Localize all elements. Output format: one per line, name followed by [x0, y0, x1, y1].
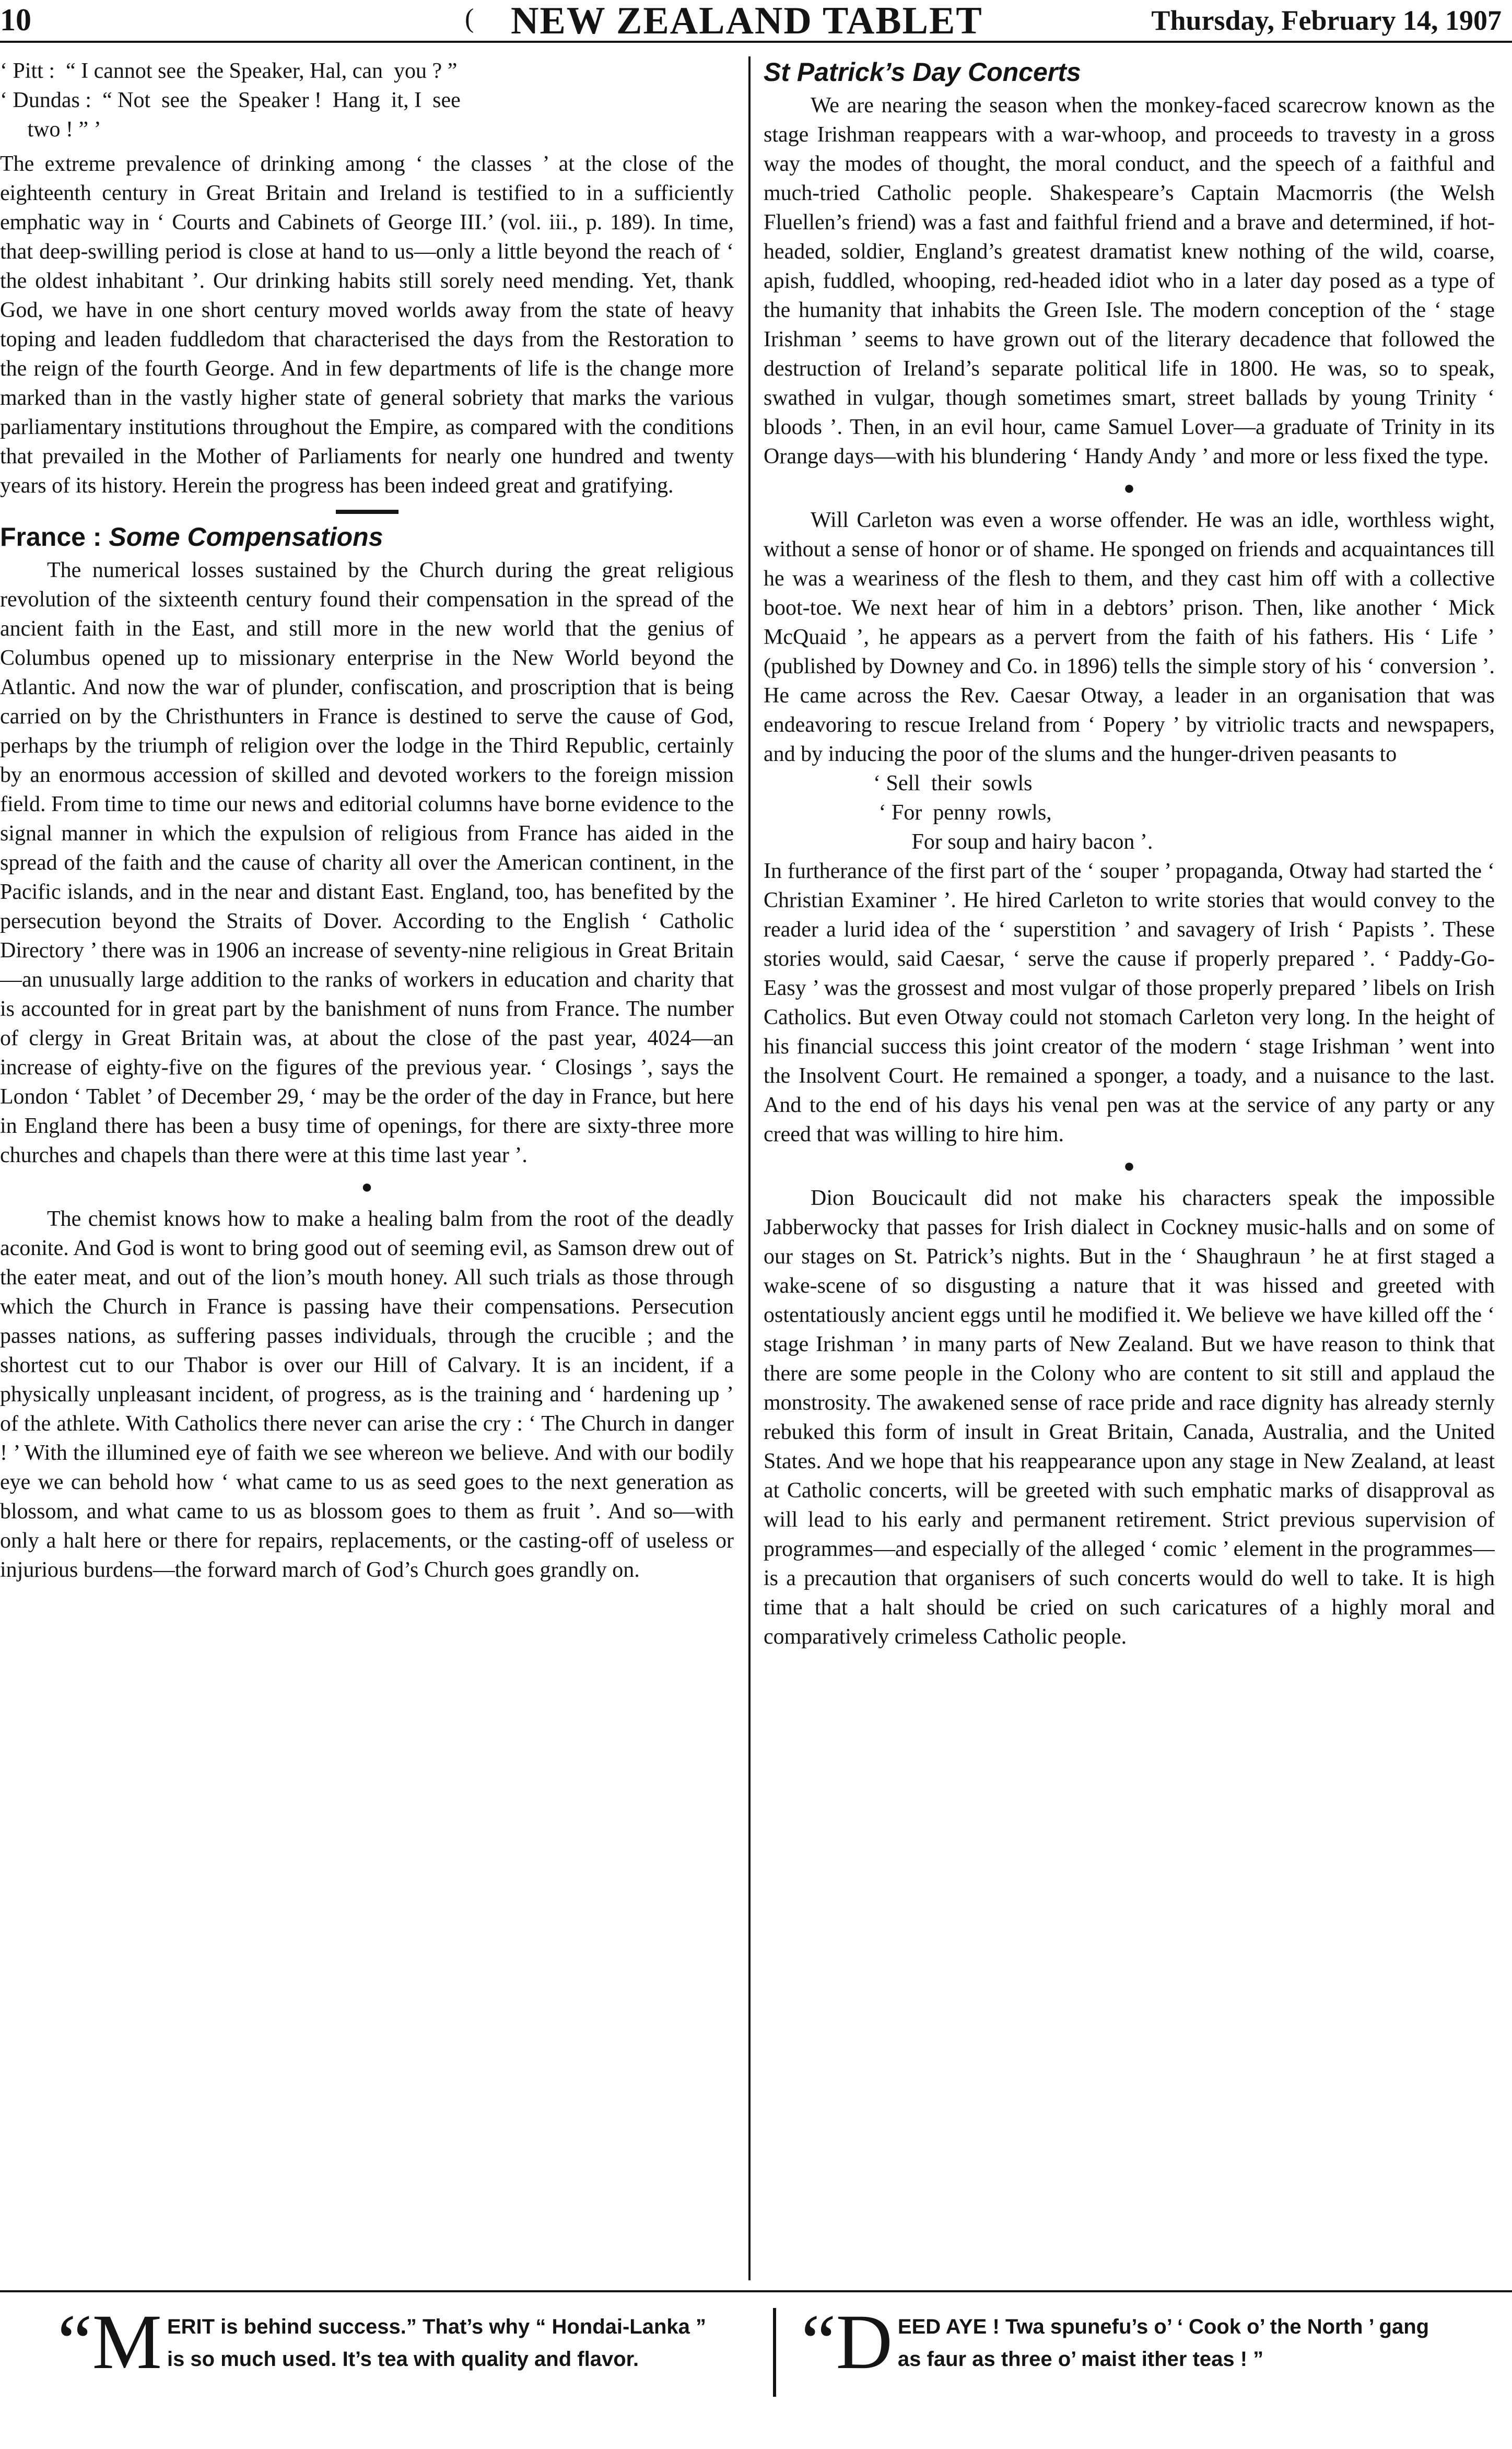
footer-ads	[0, 2290, 1512, 2433]
france-heading-plain: France :	[0, 522, 102, 552]
page-number: 10	[0, 3, 31, 37]
verse-line: ‘ For penny rowls,	[764, 801, 1052, 825]
quote-line: two ! ” ’	[0, 118, 101, 142]
bullet-ornament: ●	[361, 1176, 373, 1197]
right-column	[764, 56, 1495, 2279]
ad-initial-m	[57, 2299, 162, 2385]
cook-o-the-north-ad	[773, 2299, 1496, 2397]
carleton-paragraph: Will Carleton was even a worse offender. He was an idle, worthless wight, without a sense of honor or of shame. He sponged on friends and acquaintances till he was a weariness of the flesh to them, and they cast him off with a collective boot-toe. We next hear of him in a debtors’ prison. Then, like another ‘ Mick McQuaid ’, he appears as a pervert from the faith of his fathers. His ‘ Life ’ (published by Downey and Co. in 1896) tells the simple story of his ‘ conversion ’. He came across the Rev. Caesar Otway, a leader in an organisation that was endeavoring to rescue Ireland from ‘ Popery ’ by vitriolic tracts and newspapers, and by inducing the poor of the slums and the hunger-driven peasants to	[764, 508, 1495, 766]
st-patricks-heading	[764, 56, 1495, 88]
pitt-dundas-quote	[0, 56, 734, 144]
concerts-paragraph-1: We are nearing the season when the monkey-faced scarecrow known as the stage Irishman reappears with a war-whoop, and proceeds to travesty in a gross way the modes of thought, the moral conduct, and the speech of a faithful and much-tried Catholic people. Shakespeare’s Captain Macmorris (the Welsh Fluellen’s friend) was a fast and faithful friend and a brave and determined, if hot-headed, soldier, England’s greatest dramatist knew nothing of the wild, coarse, apish, fuddled, whooping, red-headed idiot who in a later day posed as a type of the humanity that inhabits the Green Isle. The modern conception of the ‘ stage Irishman ’ seems to have grown out of the literary decadence that followed the destruction of Ireland’s separate political life in 1800. He was, so to speak, swathed in vulgar, though sometimes smart, street ballads by young Trinity ‘ bloods ’. Then, in an evil hour, came Samuel Lover—a graduate of Trinity in its Orange days—with his blundering ‘ Handy Andy ’ and more or less fixed the type.	[764, 93, 1495, 468]
left-column	[0, 56, 734, 2279]
open-quote: “	[57, 2299, 92, 2385]
initial-letter: D	[836, 2299, 893, 2385]
st-patricks-heading-text: St Patrick’s Day Concerts	[764, 57, 1081, 87]
ad-text-line-1: ERIT is behind success.” That’s why “ Hondai-Lanka ”	[167, 2315, 707, 2338]
verse-line: For soup and hairy bacon ’.	[764, 830, 1153, 854]
masthead	[0, 0, 1512, 43]
bullet-ornament: ●	[1123, 477, 1135, 498]
hondai-lanka-ad	[42, 2299, 742, 2397]
initial-letter: M	[92, 2299, 162, 2385]
france-heading-italic: Some Compensations	[109, 522, 383, 552]
bullet-ornament: ●	[1123, 1155, 1135, 1176]
ad-text-line-2: is so much used. It’s tea with quality and flavor.	[167, 2348, 639, 2371]
otway-paragraph: In furtherance of the first part of the ‘ souper ’ propaganda, Otway had started the ‘ Christian Examiner ’. He hired Carleton to write stories that would convey to the reader a lurid idea of the ‘ superstition ’ and savagery of Irish ‘ Papists ’. These stories would, said Caesar, ‘ serve the cause if properly prepared ’. ‘ Paddy-Go-Easy ’ was the grossest and most vulgar of those properly prepared ’ libels on Irish Catholics. But even Otway could not stomach Carleton very long. In the height of his financial success this joint creator of the modern ‘ stage Irishman ’ went into the Insolvent Court. He remained a sponger, a toady, and a nuisance to the last. And to the end of his days his venal pen was at the service of any party or any creed that was willing to hire him.	[764, 859, 1495, 1146]
section-ornament	[336, 510, 398, 514]
verse-line: ‘ Sell their sowls	[764, 771, 1033, 795]
issue-date: Thursday, February 14, 1907	[1151, 5, 1502, 36]
ad-initial-d	[801, 2299, 893, 2385]
drinking-paragraph: The extreme prevalence of drinking among ‘ the classes ’ at the close of the eighteenth century in Great Britain and Ireland is testified to in a sufficiently emphatic way in ‘ Courts and Cabinets of George III.’ (vol. iii., p. 189). In time, that deep-swilling period is close at hand to us—only a little beyond the reach of ‘ the oldest inhabitant ’. Our drinking habits still sorely need mending. Yet, thank God, we have in one short century moved worlds away from the state of heavy toping and leaden fuddledom that characterised the days from the Restoration to the reign of the fourth George. And in few departments of life is the change more marked than in the vastly higher state of general sobriety that marks the various parliamentary institutions throughout the Empire, as compared with the conditions that prevailed in the Mother of Parliaments for nearly one hundred and twenty years of its history. Herein the progress has been indeed great and gratifying.	[0, 152, 734, 498]
masthead-paren: (	[465, 4, 474, 33]
boucicault-paragraph: Dion Boucicault did not make his characters speak the impossible Jabberwocky that passes for Irish dialect in Cockney music-halls and on some of our stages on St. Patrick’s nights. But in the ‘ Shaughraun ’ he at first staged a wake-scene of so disgusting a nature that it was hissed and greeted with ostentatiously ancient eggs until he modified it. We believe we have killed off the ‘ stage Irishman ’ in many parts of New Zealand. But we have reason to think that there are some people in the Colony who are content to sit still and applaud the monstrosity. The awakened sense of race pride and race dignity has already sternly rebuked this form of insult in Great Britain, Canada, Australia, and the United States. And we hope that his reappearance upon any stage in New Zealand, at least at Catholic concerts, will be greeted with such emphatic marks of disapproval as will lead to his early and permanent retirement. Strict previous supervision of programmes—and especially of the alleged ‘ comic ’ element in the programmes—is a precaution that organisers of such concerts would do well to take. It is high time that a halt should be cried on such caricatures of a highly moral and comparatively crimeless Catholic people.	[764, 1186, 1495, 1649]
france-paragraph-1: The numerical losses sustained by the Church during the great religious revolution of the sixteenth century found their compensation in the spread of the ancient faith in the East, and still more in the new world that the genius of Columbus opened up to missionary enterprise in the New World beyond the Atlantic. And now the war of plunder, confiscation, and proscription that is being carried on by the Christhunters in France is destined to serve the cause of God, perhaps by the triumph of religion over the lodge in the Third Republic, certainly by an enormous accession of skilled and devoted workers to the foreign mission field. From time to time our news and editorial columns have borne evidence to the signal manner in which the expulsion of religious from France has aided in the spread of the faith and the cause of charity all over the American continent, in the Pacific islands, and in the near and distant East. England, too, has benefited by the persecution beyond the Straits of Dover. According to the English ‘ Catholic Directory ’ there was in 1906 an increase of seventy-nine religious in Great Britain—an unusually large addition to the ranks of workers in education and charity that is accounted for in great part by the banishment of nuns from France. The number of clergy in Great Britain was, at about the close of the past year, 4024—an increase of eighty-five on the figures of the previous year. ‘ Closings ’, says the London ‘ Tablet ’ of December 29, ‘ may be the order of the day in France, but here in England there has been a busy time of openings, for there are sixty-three more churches and chapels than there were at this time last year ’.	[0, 558, 734, 1167]
newspaper-title: NEW ZEALAND TABLET	[511, 0, 983, 42]
sowls-verse	[764, 769, 1495, 857]
quote-line: ‘ Pitt : “ I cannot see the Speaker, Hal, can you ? ”	[0, 59, 458, 83]
column-rule	[748, 56, 751, 2280]
france-paragraph-2: The chemist knows how to make a healing balm from the root of the deadly aconite. And God is wont to bring good out of seeming evil, as Samson drew out of the eater meat, and out of the lion’s mouth honey. All such trials as those through which the Church in France is passing have their compensations. Persecution passes nations, as suffering passes individuals, through the crucible ; and the shortest cut to our Thabor is over our Hill of Calvary. It is an incident, if a physically unpleasant incident, of progress, as is the training and ‘ hardening up ’ of the athlete. With Catholics there never can arise the cry : ‘ The Church in danger ! ’ With the illumined eye of faith we see whereon we believe. And with our bodily eye we can behold how ‘ what came to us as seed goes to the next generation as blossom, and what came to us as blossom goes to them as fruit ’. And so—with only a halt here or there for repairs, replacements, or the casting-off of useless or injurious burdens—the forward march of God’s Church goes grandly on.	[0, 1207, 734, 1582]
quote-line: ‘ Dundas : “ Not see the Speaker ! Hang it, I see	[0, 88, 461, 112]
ad-text-line-1: EED AYE ! Twa spunefu’s o’ ‘ Cook o’ the North ’ gang	[897, 2315, 1429, 2338]
open-quote: “	[801, 2299, 836, 2385]
france-heading	[0, 521, 734, 553]
ad-text-line-2: as faur as three o’ maist ither teas ! ”	[897, 2348, 1264, 2371]
